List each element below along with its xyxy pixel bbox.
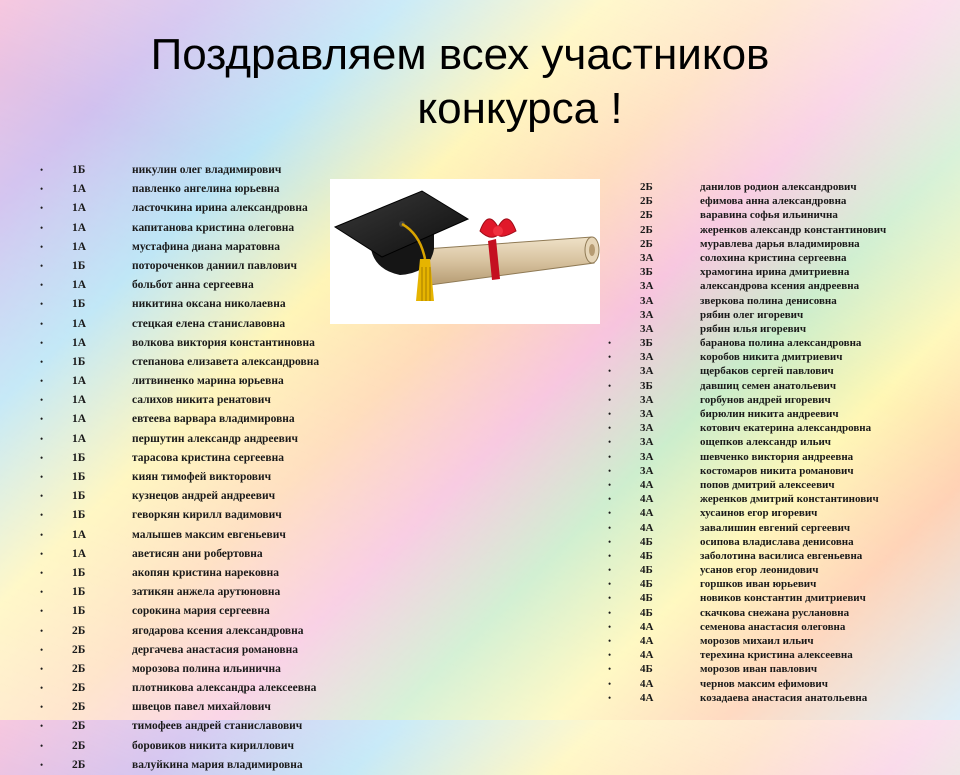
list-item bbox=[640, 478, 886, 492]
grade-label: • 3А bbox=[640, 450, 654, 463]
student-name: попов дмитрий алексеевич bbox=[700, 478, 835, 491]
list-item bbox=[640, 521, 886, 535]
student-name: акопян кристина нарековна bbox=[132, 566, 280, 579]
student-name: горшков иван юрьевич bbox=[700, 578, 817, 591]
list-item bbox=[72, 698, 319, 717]
student-name: варавина софья ильинична bbox=[700, 209, 838, 222]
grade-label: • 4А bbox=[640, 635, 654, 647]
grade-label: 2Б bbox=[640, 223, 653, 236]
grade-label: • 1Б bbox=[72, 164, 86, 176]
student-name: ефимова анна александровна bbox=[700, 195, 847, 208]
list-item bbox=[640, 591, 886, 605]
grade-label: • 2Б bbox=[72, 624, 86, 637]
grade-label: • 1Б bbox=[72, 605, 86, 618]
grade-label: 3А bbox=[640, 251, 654, 264]
grade-label: • 4А bbox=[640, 691, 654, 704]
student-name: аветисян ани робертовна bbox=[132, 547, 263, 560]
list-item bbox=[640, 251, 886, 265]
student-name: шевченко виктория андреевна bbox=[700, 450, 854, 463]
grade-label: • 2Б bbox=[72, 739, 86, 752]
grade-label: • 4А bbox=[640, 620, 654, 633]
grade-label: • 1А bbox=[72, 183, 87, 196]
student-name: киян тимофей викторович bbox=[132, 471, 272, 483]
student-name: новиков константин дмитриевич bbox=[700, 592, 866, 605]
student-name: костомаров никита романович bbox=[700, 464, 854, 477]
grade-label: • 1А bbox=[72, 202, 87, 215]
list-item bbox=[640, 194, 886, 208]
grade-label: • 1А bbox=[72, 528, 87, 541]
list-item bbox=[640, 279, 886, 293]
list-item bbox=[640, 435, 886, 449]
grade-label: • 3А bbox=[640, 365, 654, 378]
student-name: семенова анастасия олеговна bbox=[700, 620, 846, 633]
list-item bbox=[72, 334, 319, 353]
list-item bbox=[72, 487, 319, 506]
student-name: волкова виктория константиновна bbox=[132, 336, 315, 349]
student-name: тимофеев андрей станиславович bbox=[132, 720, 303, 733]
student-name: козадаева анастасия анатольевна bbox=[700, 691, 868, 704]
grade-label: • 1А bbox=[72, 279, 87, 292]
grade-label: • 3Б bbox=[640, 337, 653, 350]
grade-label: • 1А bbox=[72, 240, 87, 253]
student-name: рябин олег игоревич bbox=[700, 308, 804, 321]
graduation-cap-and-diploma-icon bbox=[330, 179, 600, 324]
student-name: горбунов андрей игоревич bbox=[700, 393, 831, 406]
list-item bbox=[72, 660, 319, 679]
grade-label: • 1Б bbox=[72, 586, 86, 599]
grade-label: 3Б bbox=[640, 266, 653, 279]
list-item bbox=[640, 577, 886, 591]
grade-label: • 2Б bbox=[72, 701, 86, 714]
list-item bbox=[640, 265, 886, 279]
grade-label: 3А bbox=[640, 280, 654, 293]
student-name: осипова владислава денисовна bbox=[700, 535, 854, 548]
grade-label: • 4А bbox=[640, 493, 654, 506]
list-item bbox=[72, 410, 319, 429]
list-item bbox=[640, 563, 886, 577]
student-name: зверкова полина денисовна bbox=[700, 294, 837, 307]
list-item bbox=[640, 322, 886, 336]
student-name: ощепков александр ильич bbox=[700, 436, 831, 449]
list-item bbox=[640, 393, 886, 407]
grade-label: • 2Б bbox=[72, 720, 86, 733]
list-item bbox=[640, 464, 886, 478]
list-item bbox=[640, 336, 886, 350]
student-name: степанова елизавета александровна bbox=[132, 355, 320, 368]
student-name: морозов иван павлович bbox=[700, 663, 818, 676]
list-item bbox=[640, 634, 886, 648]
grade-label: • 2Б bbox=[72, 758, 86, 771]
student-name: потороченков даниил павлович bbox=[132, 259, 298, 272]
graduation-cap-and-diploma-icon bbox=[330, 179, 600, 324]
grade-label: • 1А bbox=[72, 375, 87, 388]
grade-label: • 1А bbox=[72, 547, 87, 560]
grade-label: • 1Б bbox=[72, 355, 86, 368]
list-item bbox=[640, 364, 886, 378]
list-item bbox=[72, 180, 319, 199]
list-item bbox=[640, 294, 886, 308]
grade-label: 2Б bbox=[640, 237, 653, 250]
grade-label: • 4Б bbox=[640, 592, 653, 605]
grade-label: • 4Б bbox=[640, 578, 653, 591]
title-line-2: конкурса ! bbox=[417, 84, 623, 133]
student-name: терехина кристина алексеевна bbox=[700, 649, 853, 662]
list-item bbox=[640, 208, 886, 222]
list-item bbox=[640, 606, 886, 620]
list-item bbox=[640, 237, 886, 251]
student-name: сорокина мария сергеевна bbox=[132, 605, 270, 618]
list-item bbox=[72, 161, 319, 180]
student-name: жеренков дмитрий константинович bbox=[700, 493, 879, 506]
student-name: хусаинов егор игоревич bbox=[700, 507, 818, 520]
list-item bbox=[72, 238, 319, 257]
grade-label: • 1А bbox=[72, 432, 87, 445]
student-name: усанов егор леонидович bbox=[700, 564, 819, 577]
list-item bbox=[640, 180, 886, 194]
grade-label: • 3А bbox=[640, 464, 654, 477]
list-item bbox=[72, 564, 319, 583]
list-item bbox=[640, 535, 886, 549]
grade-label: • 4Б bbox=[640, 564, 653, 577]
list-item bbox=[72, 622, 319, 641]
slide-title bbox=[0, 28, 960, 136]
student-name: литвиненко марина юрьевна bbox=[132, 375, 284, 388]
grade-label: • 3А bbox=[640, 393, 654, 406]
student-name: затикян анжела арутюновна bbox=[132, 586, 281, 599]
student-name: морозов михаил ильич bbox=[700, 635, 814, 647]
grade-label: • 1Б bbox=[72, 259, 86, 272]
grade-label: 3А bbox=[640, 294, 654, 307]
grade-label: • 4А bbox=[640, 507, 654, 520]
grade-label: 2Б bbox=[640, 209, 653, 222]
student-name: жеренков александр константинович bbox=[700, 223, 887, 236]
student-name: першутин александр андреевич bbox=[132, 432, 298, 445]
student-name: мустафина диана маратовна bbox=[132, 240, 281, 253]
list-item bbox=[72, 583, 319, 602]
student-name: рябин илья игоревич bbox=[700, 322, 807, 335]
list-item bbox=[72, 602, 319, 621]
grade-label: • 1А bbox=[72, 413, 87, 426]
list-item bbox=[72, 199, 319, 218]
student-name: солохина кристина сергеевна bbox=[700, 251, 847, 264]
student-name: давшиц семен анатольевич bbox=[700, 379, 837, 392]
grade-label: • 1Б bbox=[72, 298, 86, 311]
list-item bbox=[640, 662, 886, 676]
student-name: ласточкина ирина александровна bbox=[132, 202, 308, 215]
list-item bbox=[72, 679, 319, 698]
student-name: баранова полина александровна bbox=[700, 337, 862, 350]
student-name: скачкова снежана руслановна bbox=[700, 606, 850, 619]
student-name: геворкян кирилл вадимович bbox=[132, 509, 282, 522]
participants-list-left bbox=[72, 161, 319, 775]
list-item bbox=[72, 315, 319, 334]
list-item bbox=[72, 391, 319, 410]
grade-label: 2Б bbox=[640, 181, 653, 193]
student-name: швецов павел михайлович bbox=[132, 701, 271, 714]
list-item bbox=[640, 379, 886, 393]
list-item bbox=[72, 545, 319, 564]
student-name: котович екатерина александровна bbox=[700, 422, 872, 435]
grade-label: 3А bbox=[640, 308, 654, 321]
student-name: больбот анна сергеевна bbox=[132, 279, 254, 292]
grade-label: • 4А bbox=[640, 649, 654, 662]
list-item bbox=[640, 506, 886, 520]
student-name: завалишин евгений сергеевич bbox=[700, 521, 851, 534]
grade-label: • 4А bbox=[640, 478, 654, 491]
list-item bbox=[640, 350, 886, 364]
list-item bbox=[72, 526, 319, 545]
grade-label: • 1А bbox=[72, 336, 87, 349]
grade-label: • 1Б bbox=[72, 451, 86, 464]
grade-label: • 3А bbox=[640, 408, 654, 420]
grade-label: • 1Б bbox=[72, 566, 86, 579]
grade-label: • 3А bbox=[640, 422, 654, 435]
grade-label: • 1Б bbox=[72, 471, 86, 483]
student-name: заболотина василиса евгеньевна bbox=[700, 549, 863, 562]
list-item bbox=[72, 295, 319, 314]
student-name: храмогина ирина дмитриевна bbox=[700, 266, 850, 279]
participants-list-right bbox=[640, 180, 886, 705]
grade-label: • 4Б bbox=[640, 549, 653, 562]
grade-label: • 3А bbox=[640, 351, 654, 364]
grade-label: • 3Б bbox=[640, 379, 653, 392]
list-item bbox=[72, 219, 319, 238]
student-name: морозова полина ильинична bbox=[132, 662, 281, 675]
list-item bbox=[640, 308, 886, 322]
student-name: капитанова кристина олеговна bbox=[132, 221, 295, 234]
list-item bbox=[640, 677, 886, 691]
student-name: коробов никита дмитриевич bbox=[700, 351, 843, 364]
grade-label: • 1А bbox=[72, 221, 87, 234]
student-name: дергачева анастасия романовна bbox=[132, 643, 298, 656]
grade-label: • 2Б bbox=[72, 662, 86, 675]
list-item bbox=[72, 641, 319, 660]
list-item bbox=[640, 223, 886, 237]
grade-label: • 4А bbox=[640, 521, 654, 534]
student-name: стецкая елена станиславовна bbox=[132, 317, 286, 330]
grade-label: • 3А bbox=[640, 436, 654, 449]
grade-label: 3А bbox=[640, 322, 654, 335]
grade-label: • 1А bbox=[72, 394, 87, 407]
grade-label: • 4Б bbox=[640, 663, 653, 676]
student-name: малышев максим евгеньевич bbox=[132, 528, 286, 541]
grade-label: 2Б bbox=[640, 195, 653, 208]
student-name: салихов никита ренатович bbox=[132, 394, 271, 407]
student-name: щербаков сергей павлович bbox=[700, 365, 834, 378]
list-item bbox=[72, 737, 319, 756]
student-name: кузнецов андрей андреевич bbox=[132, 490, 276, 503]
list-item bbox=[640, 549, 886, 563]
list-item bbox=[72, 506, 319, 525]
grade-label: • 1Б bbox=[72, 490, 86, 503]
student-name: никитина оксана николаевна bbox=[132, 298, 286, 311]
list-item bbox=[640, 421, 886, 435]
student-name: данилов родион александрович bbox=[700, 181, 857, 193]
grade-label: • 1А bbox=[72, 317, 87, 330]
student-name: никулин олег владимирович bbox=[132, 164, 282, 176]
list-item bbox=[72, 468, 319, 487]
list-item bbox=[640, 450, 886, 464]
grade-label: • 4Б bbox=[640, 535, 653, 548]
grade-label: • 1Б bbox=[72, 509, 86, 522]
student-name: чернов максим ефимович bbox=[700, 677, 828, 690]
student-name: муравлева дарья владимировна bbox=[700, 237, 860, 250]
student-name: бирюлин никита андреевич bbox=[700, 408, 839, 420]
student-name: павленко ангелина юрьевна bbox=[132, 183, 280, 196]
list-item bbox=[640, 407, 886, 421]
list-item bbox=[640, 620, 886, 634]
grade-label: • 2Б bbox=[72, 643, 86, 656]
student-name: евтеева варвара владимировна bbox=[132, 413, 295, 426]
student-name: ягодарова ксения александровна bbox=[132, 624, 304, 637]
list-item bbox=[640, 691, 886, 705]
list-item bbox=[640, 492, 886, 506]
student-name: боровиков никита кириллович bbox=[132, 739, 294, 752]
student-name: александрова ксения андреевна bbox=[700, 280, 860, 293]
list-item bbox=[72, 449, 319, 468]
title-line-1: Поздравляем всех участников bbox=[150, 30, 770, 79]
list-item bbox=[72, 372, 319, 391]
list-item bbox=[72, 257, 319, 276]
list-item bbox=[72, 717, 319, 736]
list-item bbox=[72, 276, 319, 295]
list-item bbox=[72, 430, 319, 449]
grade-label: • 2Б bbox=[72, 682, 86, 695]
list-item bbox=[640, 648, 886, 662]
student-name: валуйкина мария владимировна bbox=[132, 758, 303, 771]
student-name: плотникова александра алексеевна bbox=[132, 682, 317, 695]
list-item bbox=[72, 353, 319, 372]
grade-label: • 4А bbox=[640, 677, 654, 690]
grade-label: • 4Б bbox=[640, 606, 653, 619]
list-item bbox=[72, 756, 319, 775]
student-name: тарасова кристина сергеевна bbox=[132, 451, 284, 464]
